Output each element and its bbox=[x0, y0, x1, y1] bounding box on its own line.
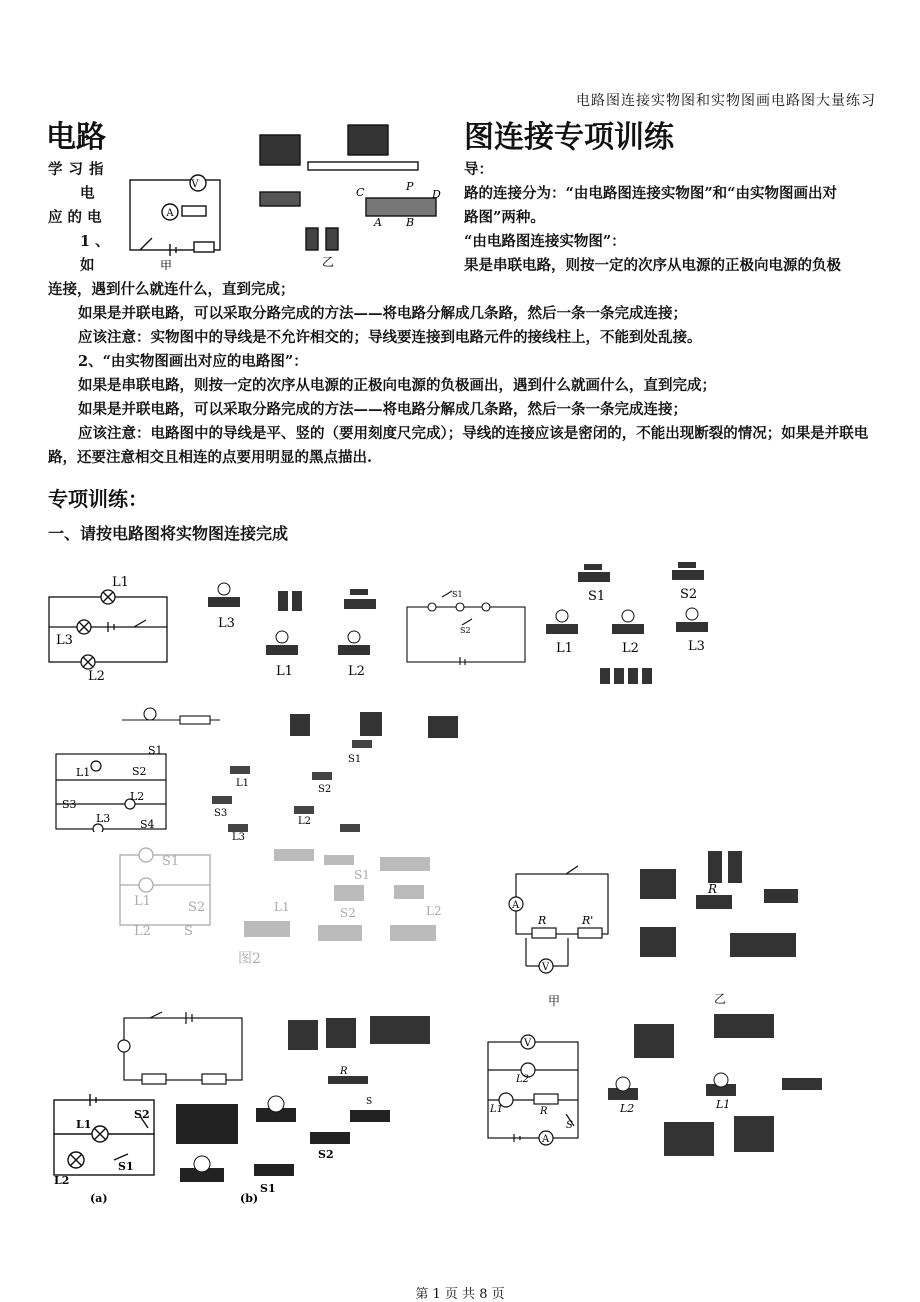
figure-2-circuit bbox=[402, 585, 532, 665]
guide-label-right: 导： bbox=[464, 161, 493, 178]
guide-line-10: 如果是并联电路，可以采取分路完成的方法——将电路分解成几条路，然后一条一条完成连接； bbox=[78, 401, 687, 418]
figure-4-gray bbox=[114, 845, 450, 970]
f6-r: R bbox=[340, 1066, 348, 1077]
f4r-l1: L1 bbox=[274, 900, 290, 914]
f7-v: V bbox=[524, 1038, 532, 1049]
f6a-s1: S1 bbox=[118, 1160, 134, 1173]
f1r-l3: L3 bbox=[218, 616, 235, 631]
f3r-s3: S3 bbox=[214, 808, 228, 819]
figure-3-top-strip bbox=[110, 688, 470, 740]
guide-line-5: 连接，遇到什么就连什么，直到完成； bbox=[48, 281, 295, 298]
guide-line-7: 应该注意：实物图中的导线是不允许相交的；导线要连接到电路元件的接线柱上，不能到处乱接。 bbox=[78, 329, 702, 346]
f5-yi: 乙 bbox=[714, 992, 727, 1006]
f2r-s2: S2 bbox=[680, 587, 698, 602]
f2r-l3: L3 bbox=[688, 639, 705, 654]
figure-3-components bbox=[200, 740, 380, 840]
section-part1: 一、请按电路图将实物图连接完成 bbox=[48, 524, 289, 543]
f3r-l3: L3 bbox=[232, 832, 246, 840]
guide-line-4: 果是串联电路，则按一定的次序从电源的正极向电源的负极 bbox=[464, 257, 841, 274]
f3r-l2: L2 bbox=[298, 816, 312, 827]
figure-6a-circuit bbox=[44, 1090, 159, 1210]
figure-6-top-circuit bbox=[104, 1010, 254, 1090]
f1r-l1: L1 bbox=[276, 664, 293, 679]
f7-a: A bbox=[542, 1134, 550, 1145]
figure-5-components bbox=[630, 845, 810, 970]
figure-2-components bbox=[540, 562, 730, 692]
f3r-l1: L1 bbox=[236, 778, 250, 789]
f4-s1: S1 bbox=[162, 854, 180, 869]
f4-s2: S2 bbox=[188, 900, 206, 915]
title-right: 图连接专项训练 bbox=[464, 120, 674, 155]
term-a: A bbox=[374, 216, 382, 229]
f2r-l2: L2 bbox=[622, 641, 639, 656]
f7r-l1: L1 bbox=[716, 1098, 731, 1111]
guide-line-2: 路图”两种。 bbox=[464, 209, 545, 226]
f3r-s2: S2 bbox=[318, 784, 332, 795]
term-b: B bbox=[406, 216, 415, 229]
f3-s4: S4 bbox=[140, 818, 155, 831]
f3-l3: L3 bbox=[96, 812, 111, 825]
guide-line-11: 应该注意：电路图中的导线是平、竖的（要用刻度尺完成）；导线的连接应该是密闭的，不能出现断裂的情况；如果是并联电路，还要注意相交且相连的点要用明显的黑点描出. bbox=[48, 425, 869, 466]
f5r-r: R bbox=[708, 882, 718, 896]
f5-rprime: R' bbox=[582, 914, 594, 927]
f6a-s2: S2 bbox=[134, 1108, 150, 1121]
f4-caption: 图2 bbox=[238, 951, 261, 967]
f1-l2: L2 bbox=[88, 669, 105, 682]
f4-s: S bbox=[184, 924, 193, 939]
meter-v-label: V bbox=[191, 179, 199, 190]
guide-line-1: 路的连接分为：“由电路图连接实物图”和“由实物图画出对 bbox=[464, 185, 838, 202]
f4r-s2: S2 bbox=[340, 906, 356, 920]
f3-l1: L1 bbox=[76, 766, 91, 779]
running-header: 电路图连接实物图和实物图画电路图大量练习 bbox=[576, 93, 876, 109]
f5-v: V bbox=[542, 962, 550, 973]
guide-line-8: 2、“由实物图画出对应的电路图”： bbox=[78, 353, 308, 370]
f6a-l1: L1 bbox=[76, 1118, 92, 1131]
label-jia: 甲 bbox=[160, 259, 173, 270]
f2-s2: S2 bbox=[460, 626, 471, 635]
figure-6b-components bbox=[170, 1088, 410, 1210]
figure-3-circuit bbox=[50, 742, 170, 832]
f6b-s1: S1 bbox=[260, 1182, 276, 1195]
f7-s: S bbox=[566, 1120, 573, 1131]
guide-label-left: 学习指 bbox=[48, 161, 110, 178]
guide-frag-1: 电 bbox=[80, 185, 95, 202]
f2r-l1: L1 bbox=[556, 641, 573, 656]
figure-7-components bbox=[604, 1004, 834, 1164]
f1r-l2: L2 bbox=[348, 664, 365, 679]
figure-7-circuit bbox=[480, 1030, 590, 1150]
term-d: D bbox=[432, 188, 441, 201]
guide-frag-4: 如 bbox=[80, 257, 95, 274]
term-c: C bbox=[356, 186, 365, 199]
f7-l2: L2 bbox=[516, 1074, 530, 1085]
f1-l3: L3 bbox=[56, 633, 73, 648]
f6b-caption: (b) bbox=[240, 1192, 259, 1205]
guide-line-3: “由电路图连接实物图”： bbox=[464, 233, 626, 250]
f3r-s1: S1 bbox=[348, 754, 362, 765]
f5-a: A bbox=[512, 900, 520, 911]
f4r-s1: S1 bbox=[354, 868, 370, 882]
f2-s1: S1 bbox=[452, 590, 463, 599]
intro-figure bbox=[120, 120, 450, 270]
f7r-l2: L2 bbox=[620, 1102, 635, 1115]
f6b-s2: S2 bbox=[318, 1148, 334, 1161]
f3-s2: S2 bbox=[132, 765, 147, 778]
guide-line-9: 如果是串联电路，则按一定的次序从电源的正极向电源的负极画出，遇到什么就画什么，直到完成； bbox=[78, 377, 716, 394]
f7-l1: L1 bbox=[490, 1104, 504, 1115]
f4r-l2: L2 bbox=[426, 904, 442, 918]
figure-1-components bbox=[200, 575, 390, 685]
f5-r: R bbox=[538, 914, 547, 927]
term-p: P bbox=[406, 180, 414, 193]
figure-6-top-components bbox=[284, 1014, 464, 1094]
guide-frag-3: 1 、 bbox=[80, 233, 110, 250]
f4-l1: L1 bbox=[134, 894, 151, 909]
title-left: 电路 bbox=[46, 120, 106, 155]
f3-s3: S3 bbox=[62, 798, 77, 811]
f6a-caption: (a) bbox=[90, 1192, 108, 1205]
f2r-s1: S1 bbox=[588, 589, 606, 604]
guide-frag-2: 应 的 电 bbox=[48, 209, 102, 226]
figure-5-circuit bbox=[502, 858, 612, 978]
figure-1-circuit bbox=[44, 572, 174, 682]
f1-l1: L1 bbox=[112, 575, 129, 590]
guide-line-6: 如果是并联电路，可以采取分路完成的方法——将电路分解成几条路，然后一条一条完成连接； bbox=[78, 305, 687, 322]
meter-a-label: A bbox=[166, 208, 174, 219]
label-yi: 乙 bbox=[322, 255, 335, 269]
f3-l2: L2 bbox=[130, 790, 145, 803]
f5-jia: 甲 bbox=[548, 994, 561, 1008]
f7-r: R bbox=[540, 1106, 548, 1117]
page-footer: 第 1 页 共 8 页 bbox=[415, 1287, 505, 1302]
f6b-s: S bbox=[366, 1097, 373, 1107]
f6a-l2: L2 bbox=[54, 1174, 70, 1187]
f3-s1: S1 bbox=[148, 744, 163, 757]
f4-l2: L2 bbox=[134, 924, 151, 939]
section-special-training: 专项训练： bbox=[48, 487, 148, 511]
